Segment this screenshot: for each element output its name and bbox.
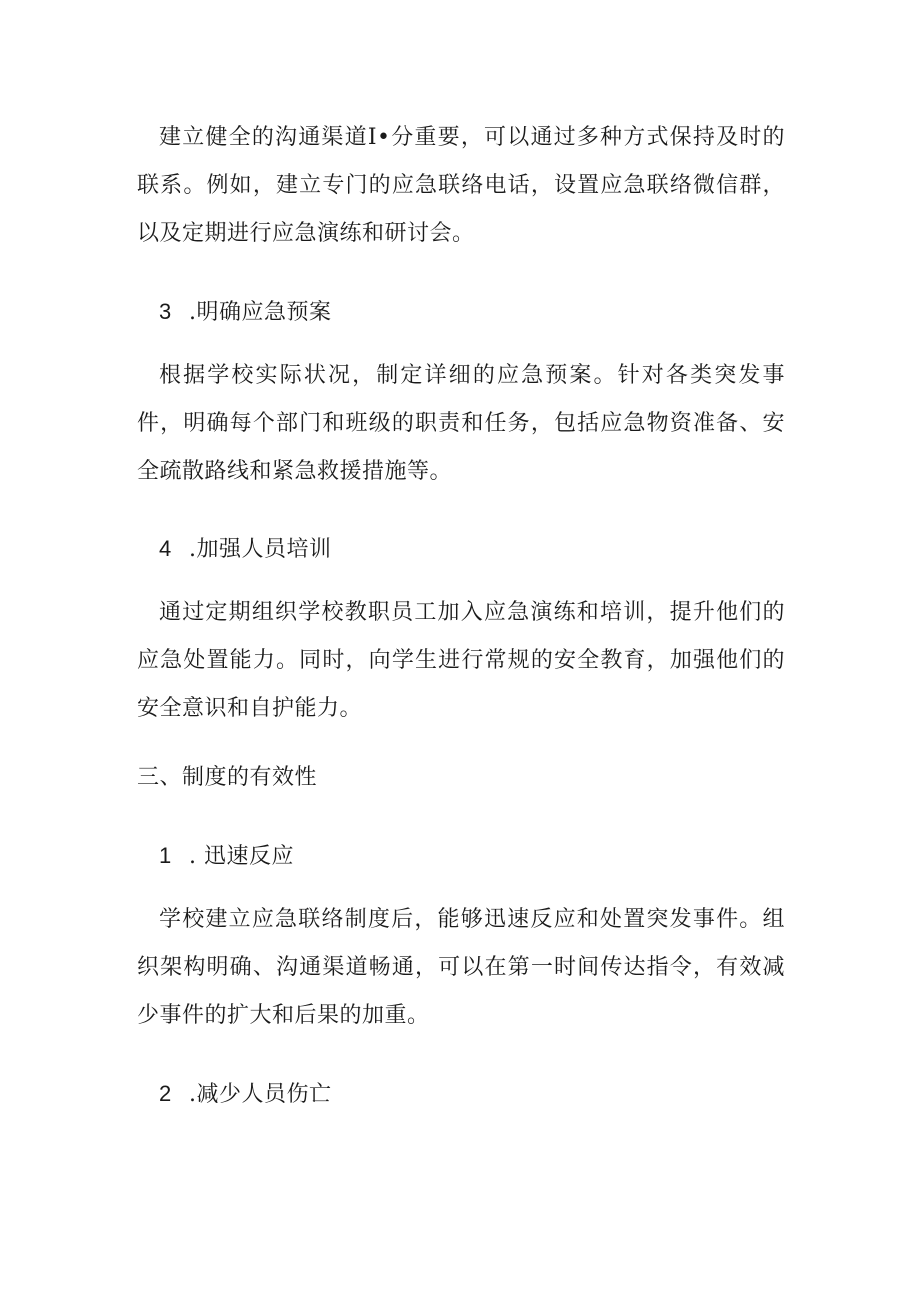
- paragraph-rapid-response: 学校建立应急联络制度后，能够迅速反应和处置突发事件。组织架构明确、沟通渠道畅通，可以在第一时间传达指令，有效减少事件的扩大和后果的加重。: [137, 907, 785, 1028]
- paragraph-staff-training: 通过定期组织学校教职员工加入应急演练和培训，提升他们的应急处置能力。同时，向学生进行常规的安全教育，加强他们的安全意识和自护能力。: [137, 600, 785, 721]
- heading-number: 3: [159, 299, 172, 324]
- heading-number: 2: [159, 1081, 172, 1106]
- heading-text: .加强人员培训: [189, 537, 332, 562]
- heading-text: . 迅速反应: [189, 844, 294, 869]
- heading-rapid-response: [159, 840, 294, 873]
- heading-staff-training: [159, 533, 332, 566]
- paragraph-communication-channels: 建立健全的沟通渠道I•分重要，可以通过多种方式保持及时的联系。例如，建立专门的应急联络电话，设置应急联络微信群，以及定期进行应急演练和研讨会。: [137, 125, 785, 246]
- heading-reduce-casualties: [159, 1078, 332, 1111]
- heading-text: .减少人员伤亡: [189, 1082, 332, 1107]
- heading-emergency-plan: [159, 296, 332, 329]
- heading-text: .明确应急预案: [189, 300, 332, 325]
- paragraph-emergency-plan: 根据学校实际状况，制定详细的应急预案。针对各类突发事件，明确每个部门和班级的职责和任务，包括应急物资准备、安全疏散路线和紧急救援措施等。: [137, 363, 785, 484]
- heading-number: 4: [159, 536, 172, 561]
- heading-number: 1: [159, 843, 172, 868]
- section-title-effectiveness: 三、制度的有效性: [137, 765, 318, 790]
